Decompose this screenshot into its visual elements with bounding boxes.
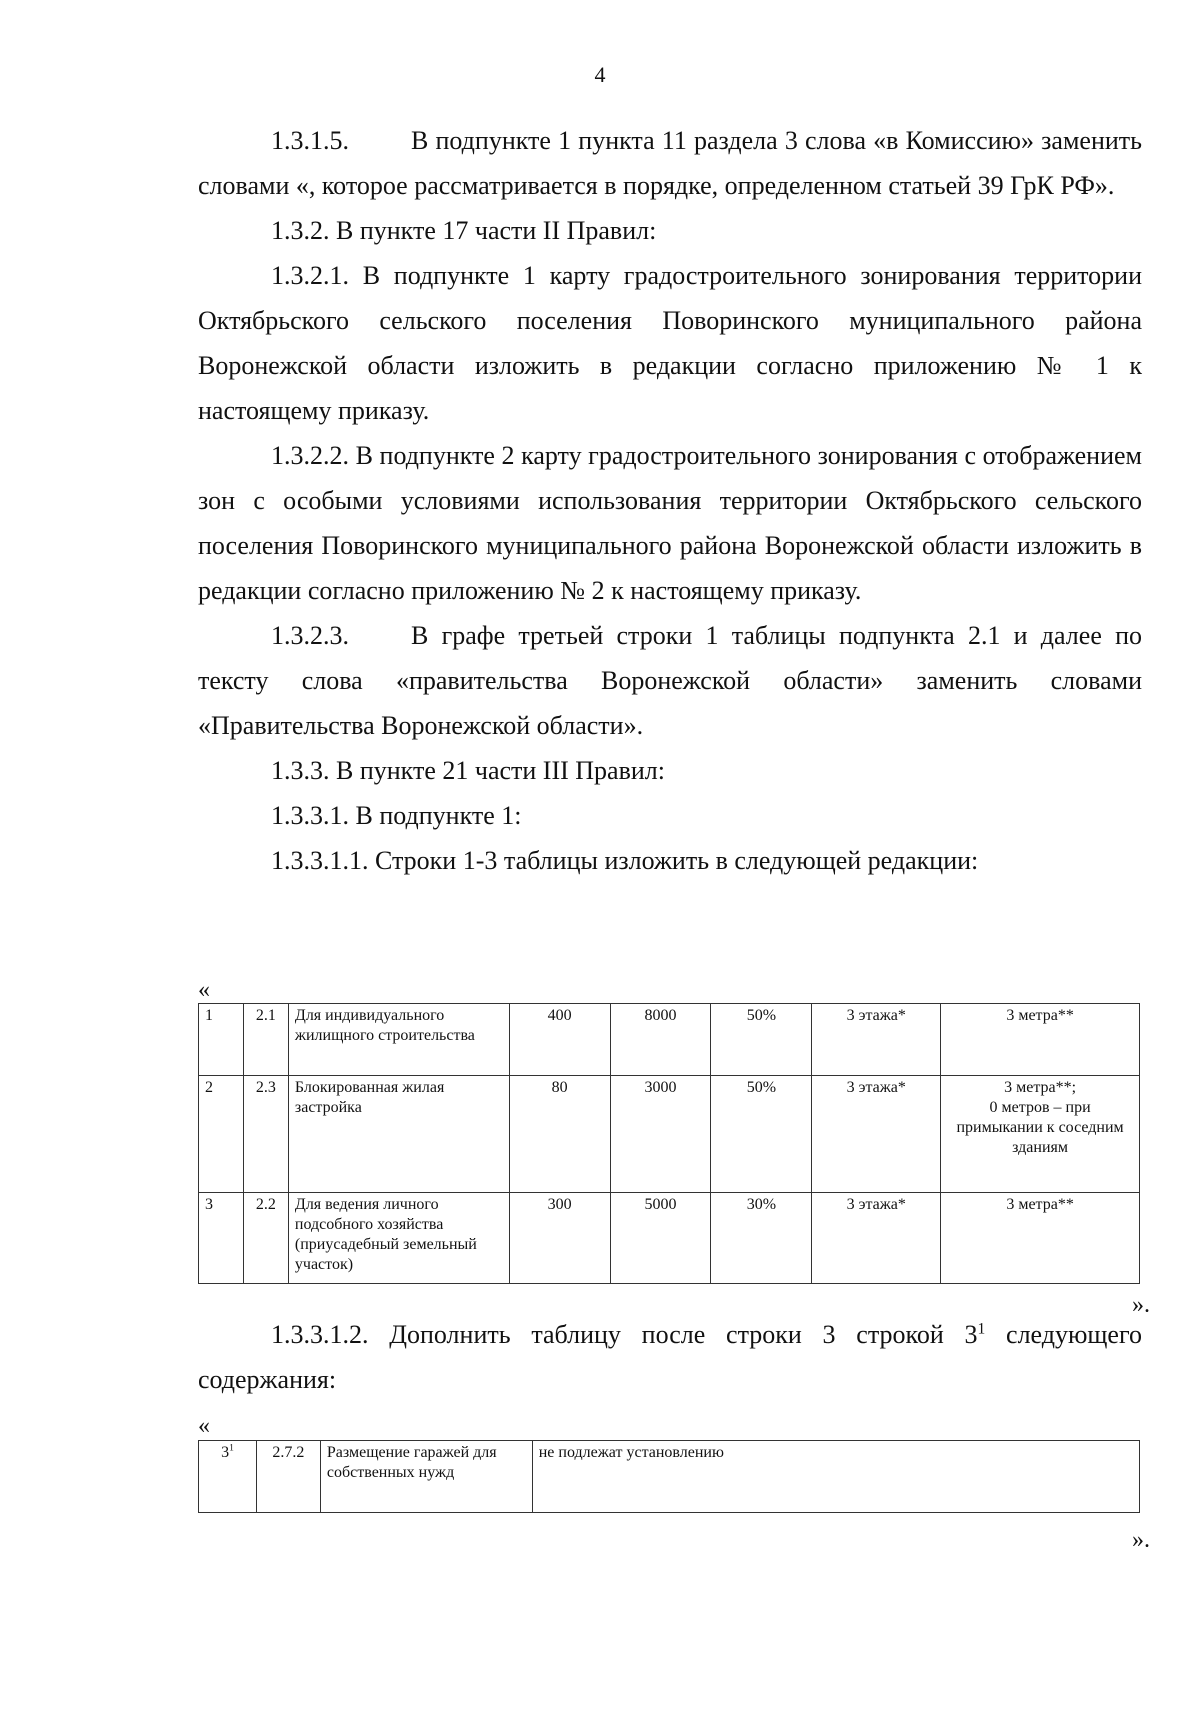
table-row [199, 1076, 1140, 1193]
paragraph-1-3-3-1-1 [198, 838, 1142, 883]
superscript: 1 [977, 1320, 986, 1338]
max-area-cell: 8000 [610, 1004, 711, 1076]
paragraph-1-3-3 [198, 748, 1142, 793]
row-number-cell: 1 [199, 1004, 244, 1076]
code-cell: 2.7.2 [256, 1441, 320, 1513]
code-cell: 2.2 [243, 1193, 288, 1284]
land-use-cell: Блокированная жилая застройка [288, 1076, 509, 1193]
paragraph-text-after: следующего содержания: [198, 1320, 1142, 1394]
coverage-cell: 50% [711, 1004, 812, 1076]
coverage-cell: 30% [711, 1193, 812, 1284]
paragraph-1-3-2-2 [198, 433, 1142, 613]
floors-cell: 3 этажа* [812, 1193, 941, 1284]
paragraph-text: В подпункте 1 пункта 11 раздела 3 слова «в Комиссию» заменить словами «, которое рассматривается в порядке, определенном статьей 39 ГрК РФ». [198, 126, 1142, 200]
paragraph-1-3-2-3 [198, 613, 1142, 748]
paragraph-number: 1.3.2.3. [271, 621, 349, 650]
min-area-cell: 400 [509, 1004, 610, 1076]
code-cell: 2.1 [243, 1004, 288, 1076]
page-number: 4 [594, 62, 606, 87]
min-area-cell: 80 [509, 1076, 610, 1193]
setback-cell: 3 метра** [941, 1193, 1140, 1284]
superscript: 1 [229, 1442, 234, 1454]
zoning-parameters-table [198, 1003, 1140, 1284]
paragraph-text: 1.3.2.1. В подпункте 1 карту градостроительного зонирования территории Октябрьского сельского поселения Поворинского муниципального района Воронежской области изложить в редакции согласно приложению № 1 к настоящему приказу. [198, 261, 1142, 425]
min-area-cell: 300 [509, 1193, 610, 1284]
paragraph-text: 1.3.2.2. В подпункте 2 карту градостроительного зонирования с отображением зон с особыми условиями использования территории Октябрьского сельского поселения Поворинского муниципального района Воронежской области изложить в редакции согласно приложению № 2 к настоящему приказу. [198, 441, 1142, 605]
paragraph-1-3-3-1 [198, 793, 1142, 838]
note-cell: не подлежат установлению [532, 1441, 1139, 1513]
max-area-cell: 5000 [610, 1193, 711, 1284]
land-use-cell: Для индивидуального жилищного строительства [288, 1004, 509, 1076]
quote-close-mark: ». [1132, 1292, 1150, 1318]
quote-close-mark-2: ». [1132, 1527, 1150, 1553]
quote-open-mark-2: « [198, 1413, 210, 1439]
setback-cell: 3 метра**; 0 метров – при примыкании к соседним зданиям [941, 1076, 1140, 1193]
paragraph-text: 1.3.3.1. В подпункте 1: [271, 801, 522, 830]
paragraph-1-3-1-5 [198, 118, 1142, 208]
max-area-cell: 3000 [610, 1076, 711, 1193]
quote-open-mark: « [198, 977, 210, 1003]
paragraph-number: 1.3.1.5. [271, 126, 349, 155]
row-number-cell [199, 1441, 257, 1513]
paragraph-text: 1.3.3.1.1. Строки 1-3 таблицы изложить в следующей редакции: [271, 846, 979, 875]
paragraph-1-3-2-1 [198, 253, 1142, 433]
table-row [199, 1441, 1140, 1513]
row-number-cell: 2 [199, 1076, 244, 1193]
table-row [199, 1004, 1140, 1076]
coverage-cell: 50% [711, 1076, 812, 1193]
document-body [198, 118, 1142, 883]
floors-cell: 3 этажа* [812, 1004, 941, 1076]
land-use-cell: Размещение гаражей для собственных нужд [320, 1441, 532, 1513]
paragraph-text: В графе третьей строки 1 таблицы подпункта 2.1 и далее по тексту слова «правительства Воронежской области» заменить словами «Правительства Воронежской области». [198, 621, 1142, 740]
row-number: 3 [221, 1444, 230, 1461]
code-cell: 2.3 [243, 1076, 288, 1193]
table-row [199, 1193, 1140, 1284]
paragraph-1-3-2 [198, 208, 1142, 253]
paragraph-text: 1.3.3. В пункте 21 части III Правил: [271, 756, 665, 785]
paragraph-text [198, 1312, 1142, 1402]
setback-cell: 3 метра** [941, 1004, 1140, 1076]
paragraph-text-before: 1.3.3.1.2. Дополнить таблицу после строки 3 строкой 3 [271, 1320, 978, 1349]
additional-row-table [198, 1440, 1140, 1513]
paragraph-1-3-3-1-2 [198, 1312, 1142, 1402]
land-use-cell: Для ведения личного подсобного хозяйства (приусадебный земельный участок) [288, 1193, 509, 1284]
row-number-cell: 3 [199, 1193, 244, 1284]
paragraph-text: 1.3.2. В пункте 17 части II Правил: [271, 216, 657, 245]
floors-cell: 3 этажа* [812, 1076, 941, 1193]
